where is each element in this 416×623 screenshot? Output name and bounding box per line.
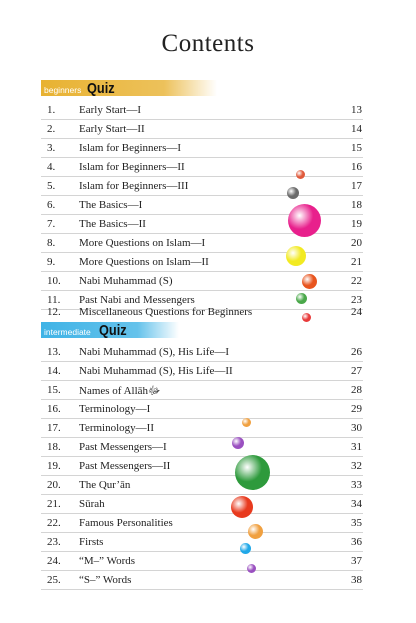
entry-title: Sūrah — [79, 498, 105, 510]
entry-page: 21 — [351, 256, 362, 268]
decorative-ball — [296, 293, 307, 304]
decorative-ball — [302, 313, 311, 322]
entry-page: 38 — [351, 574, 362, 586]
toc-row[interactable] — [41, 99, 363, 120]
entry-title: Miscellaneous Questions for Beginners — [79, 306, 253, 318]
entry-page: 20 — [351, 237, 362, 249]
entry-title: Firsts — [79, 536, 104, 548]
decorative-ball — [288, 204, 321, 237]
toc-row[interactable] — [41, 550, 363, 571]
decorative-ball — [296, 170, 305, 179]
toc-row[interactable] — [41, 455, 363, 476]
entry-number: 3. — [47, 142, 56, 154]
page-title: Contents — [161, 30, 255, 57]
decorative-ball — [286, 246, 306, 266]
banner-label-small: beginners — [44, 85, 82, 95]
toc-row[interactable] — [41, 118, 363, 139]
entry-title: Nabi Muhammad (S), His Life—I — [79, 346, 229, 358]
decorative-ball — [287, 187, 299, 199]
entry-title: Names of Allāhﷻ — [79, 385, 161, 397]
entry-page: 24 — [351, 306, 362, 318]
toc-row[interactable] — [41, 474, 363, 495]
toc-row[interactable] — [41, 251, 363, 272]
entry-number: 2. — [47, 123, 56, 135]
entry-title: Past Messengers—I — [79, 441, 167, 453]
entry-page: 17 — [351, 180, 362, 192]
toc-row[interactable] — [41, 175, 363, 196]
entry-page: 23 — [351, 294, 362, 306]
entry-title: Islam for Beginners—III — [79, 180, 189, 192]
entry-title: Islam for Beginners—I — [79, 142, 182, 154]
entry-title: Islam for Beginners—II — [79, 161, 185, 173]
entry-title: “S–” Words — [79, 574, 132, 586]
decorative-ball — [248, 524, 263, 539]
entry-page: 26 — [351, 346, 362, 358]
decorative-ball — [247, 564, 256, 573]
entry-number: 25. — [47, 574, 61, 586]
entry-page: 15 — [351, 142, 362, 154]
decorative-ball — [232, 437, 244, 449]
toc-row[interactable] — [41, 341, 363, 362]
entry-title: Past Nabi and Messengers — [79, 294, 195, 306]
entry-number: 14. — [47, 365, 61, 377]
entry-title: Early Start—I — [79, 104, 142, 116]
entry-page: 27 — [351, 365, 362, 377]
entry-number: 9. — [47, 256, 56, 268]
toc-row[interactable] — [41, 301, 363, 321]
entry-number: 23. — [47, 536, 61, 548]
beginners-quiz-banner — [41, 80, 217, 96]
entry-title: More Questions on Islam—I — [79, 237, 206, 249]
entry-number: 19. — [47, 460, 61, 472]
intermediate-quiz-banner — [41, 322, 179, 338]
decorative-ball — [231, 496, 253, 518]
entry-page: 14 — [351, 123, 362, 135]
entry-number: 21. — [47, 498, 61, 510]
decorative-ball — [235, 455, 270, 490]
entry-title: Terminology—I — [79, 403, 151, 415]
entry-page: 31 — [351, 441, 362, 453]
entry-page: 28 — [351, 384, 362, 396]
banner-label-big: Quiz — [99, 322, 127, 339]
entry-number: 11. — [47, 294, 61, 306]
toc-row[interactable] — [41, 360, 363, 381]
entry-number: 1. — [47, 104, 56, 116]
entry-number: 20. — [47, 479, 61, 491]
entry-number: 5. — [47, 180, 56, 192]
toc-row[interactable] — [41, 436, 363, 457]
entry-page: 16 — [351, 161, 362, 173]
entry-title: “M–” Words — [79, 555, 136, 567]
entry-title: Nabi Muhammad (S), His Life—II — [79, 365, 233, 377]
toc-row[interactable] — [41, 569, 363, 590]
toc-row[interactable] — [41, 398, 363, 419]
entry-number: 16. — [47, 403, 61, 415]
entry-title: Famous Personalities — [79, 517, 173, 529]
decorative-ball — [240, 543, 251, 554]
toc-row[interactable] — [41, 156, 363, 177]
entry-page: 35 — [351, 517, 362, 529]
toc-row[interactable] — [41, 531, 363, 552]
entry-number: 17. — [47, 422, 61, 434]
banner-label-small: intermediate — [44, 327, 91, 337]
toc-row[interactable] — [41, 379, 363, 400]
toc-row[interactable] — [41, 137, 363, 158]
entry-number: 4. — [47, 161, 56, 173]
entry-number: 18. — [47, 441, 61, 453]
entry-title: The Qur’ān — [79, 479, 131, 491]
entry-number: 22. — [47, 517, 61, 529]
banner-label-big: Quiz — [87, 80, 115, 97]
entry-title: Past Messengers—II — [79, 460, 171, 472]
entry-number: 24. — [47, 555, 61, 567]
toc-row[interactable] — [41, 493, 363, 514]
entry-page: 36 — [351, 536, 362, 548]
entry-page: 19 — [351, 218, 362, 230]
entry-page: 13 — [351, 104, 362, 116]
entry-number: 7. — [47, 218, 56, 230]
entry-page: 22 — [351, 275, 362, 287]
entry-number: 6. — [47, 199, 56, 211]
entry-number: 15. — [47, 384, 61, 396]
entry-number: 13. — [47, 346, 61, 358]
entry-page: 32 — [351, 460, 362, 472]
entry-page: 30 — [351, 422, 362, 434]
entry-page: 29 — [351, 403, 362, 415]
entry-page: 37 — [351, 555, 362, 567]
toc-row[interactable] — [41, 417, 363, 438]
entry-number: 8. — [47, 237, 56, 249]
entry-page: 33 — [351, 479, 362, 491]
decorative-ball — [242, 418, 251, 427]
toc-row[interactable] — [41, 232, 363, 253]
decorative-ball — [302, 274, 317, 289]
entry-page: 34 — [351, 498, 362, 510]
toc-row[interactable] — [41, 512, 363, 533]
entry-page: 18 — [351, 199, 362, 211]
entry-title: The Basics—I — [79, 199, 143, 211]
entry-title: Early Start—II — [79, 123, 145, 135]
entry-title: The Basics—II — [79, 218, 146, 230]
entry-title: Terminology—II — [79, 422, 154, 434]
entry-title: Nabi Muhammad (S) — [79, 275, 173, 287]
entry-number: 12. — [47, 306, 61, 318]
entry-number: 10. — [47, 275, 61, 287]
entry-title: More Questions on Islam—II — [79, 256, 209, 268]
